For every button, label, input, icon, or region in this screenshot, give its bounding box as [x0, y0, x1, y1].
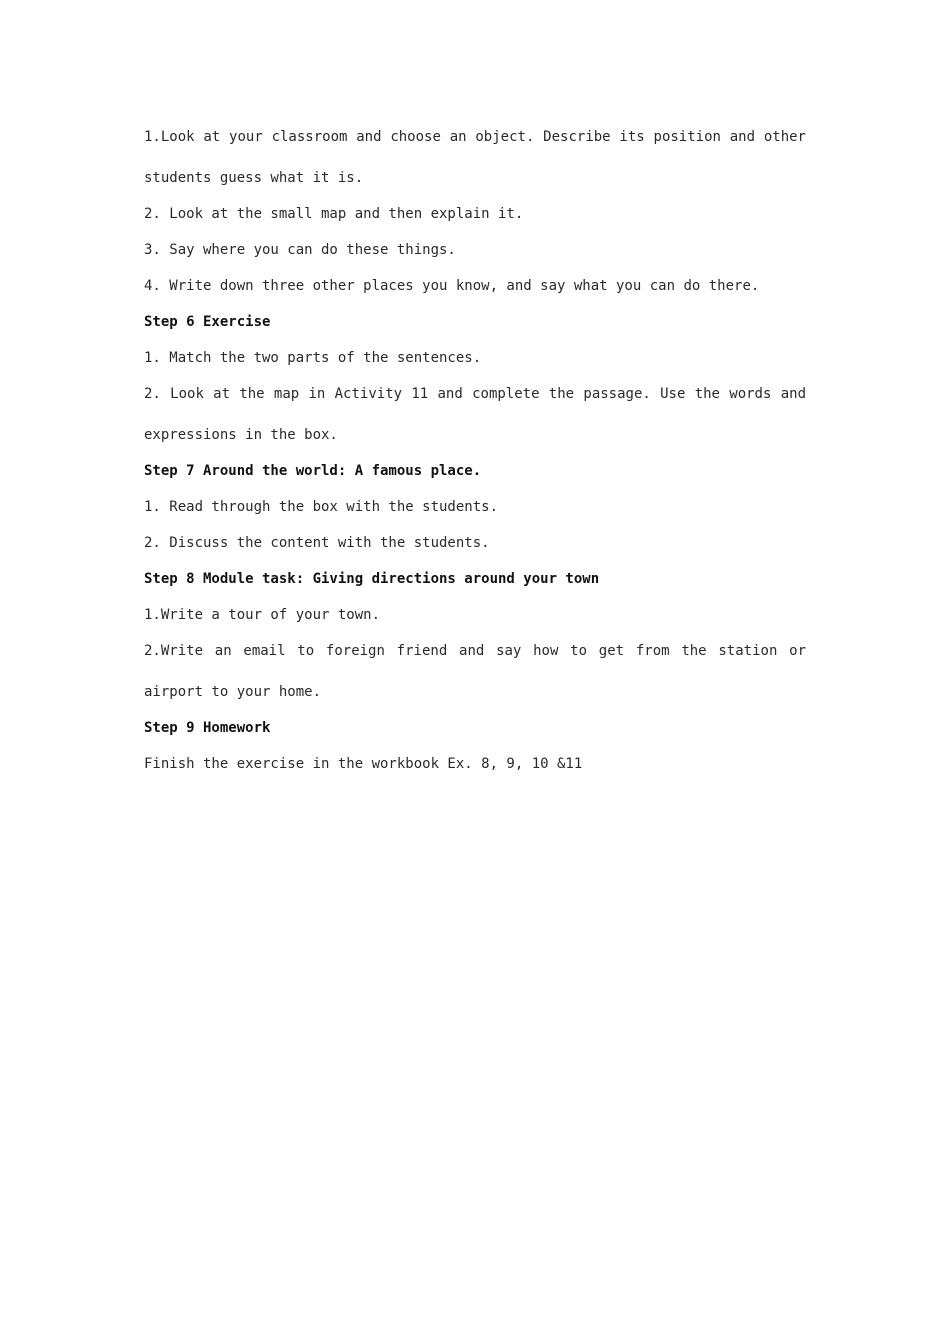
list-item-1-line-2: students guess what it is. [144, 170, 364, 186]
section-heading-step-7: Step 7 Around the world: A famous place. [144, 463, 482, 479]
step-6-item-2-line-1: 2. Look at the map in Activity 11 and complete the passage. Use the words and [144, 386, 806, 402]
section-heading-step-6: Step 6 Exercise [144, 314, 271, 330]
step-7-item-1: 1. Read through the box with the students. [144, 499, 499, 515]
list-item-2: 2. Look at the small map and then explain it. [144, 206, 524, 222]
step-6-item-2-line-2: expressions in the box. [144, 427, 338, 443]
list-item-1-line-1: 1.Look at your classroom and choose an object. Describe its position and other [144, 129, 806, 145]
step-7-item-2: 2. Discuss the content with the students. [144, 535, 490, 551]
section-heading-step-9: Step 9 Homework [144, 720, 271, 736]
step-6-item-1: 1. Match the two parts of the sentences. [144, 350, 482, 366]
step-8-item-1: 1.Write a tour of your town. [144, 607, 381, 623]
step-9-item: Finish the exercise in the workbook Ex. 8, 9, 10 &11 [144, 756, 583, 772]
step-8-item-2-line-1: 2.Write an email to foreign friend and say how to get from the station or [144, 643, 806, 659]
list-item-4: 4. Write down three other places you know, and say what you can do there. [144, 278, 760, 294]
step-8-item-2-line-2: airport to your home. [144, 684, 322, 700]
section-heading-step-8: Step 8 Module task: Giving directions around your town [144, 571, 600, 587]
list-item-3: 3. Say where you can do these things. [144, 242, 456, 258]
